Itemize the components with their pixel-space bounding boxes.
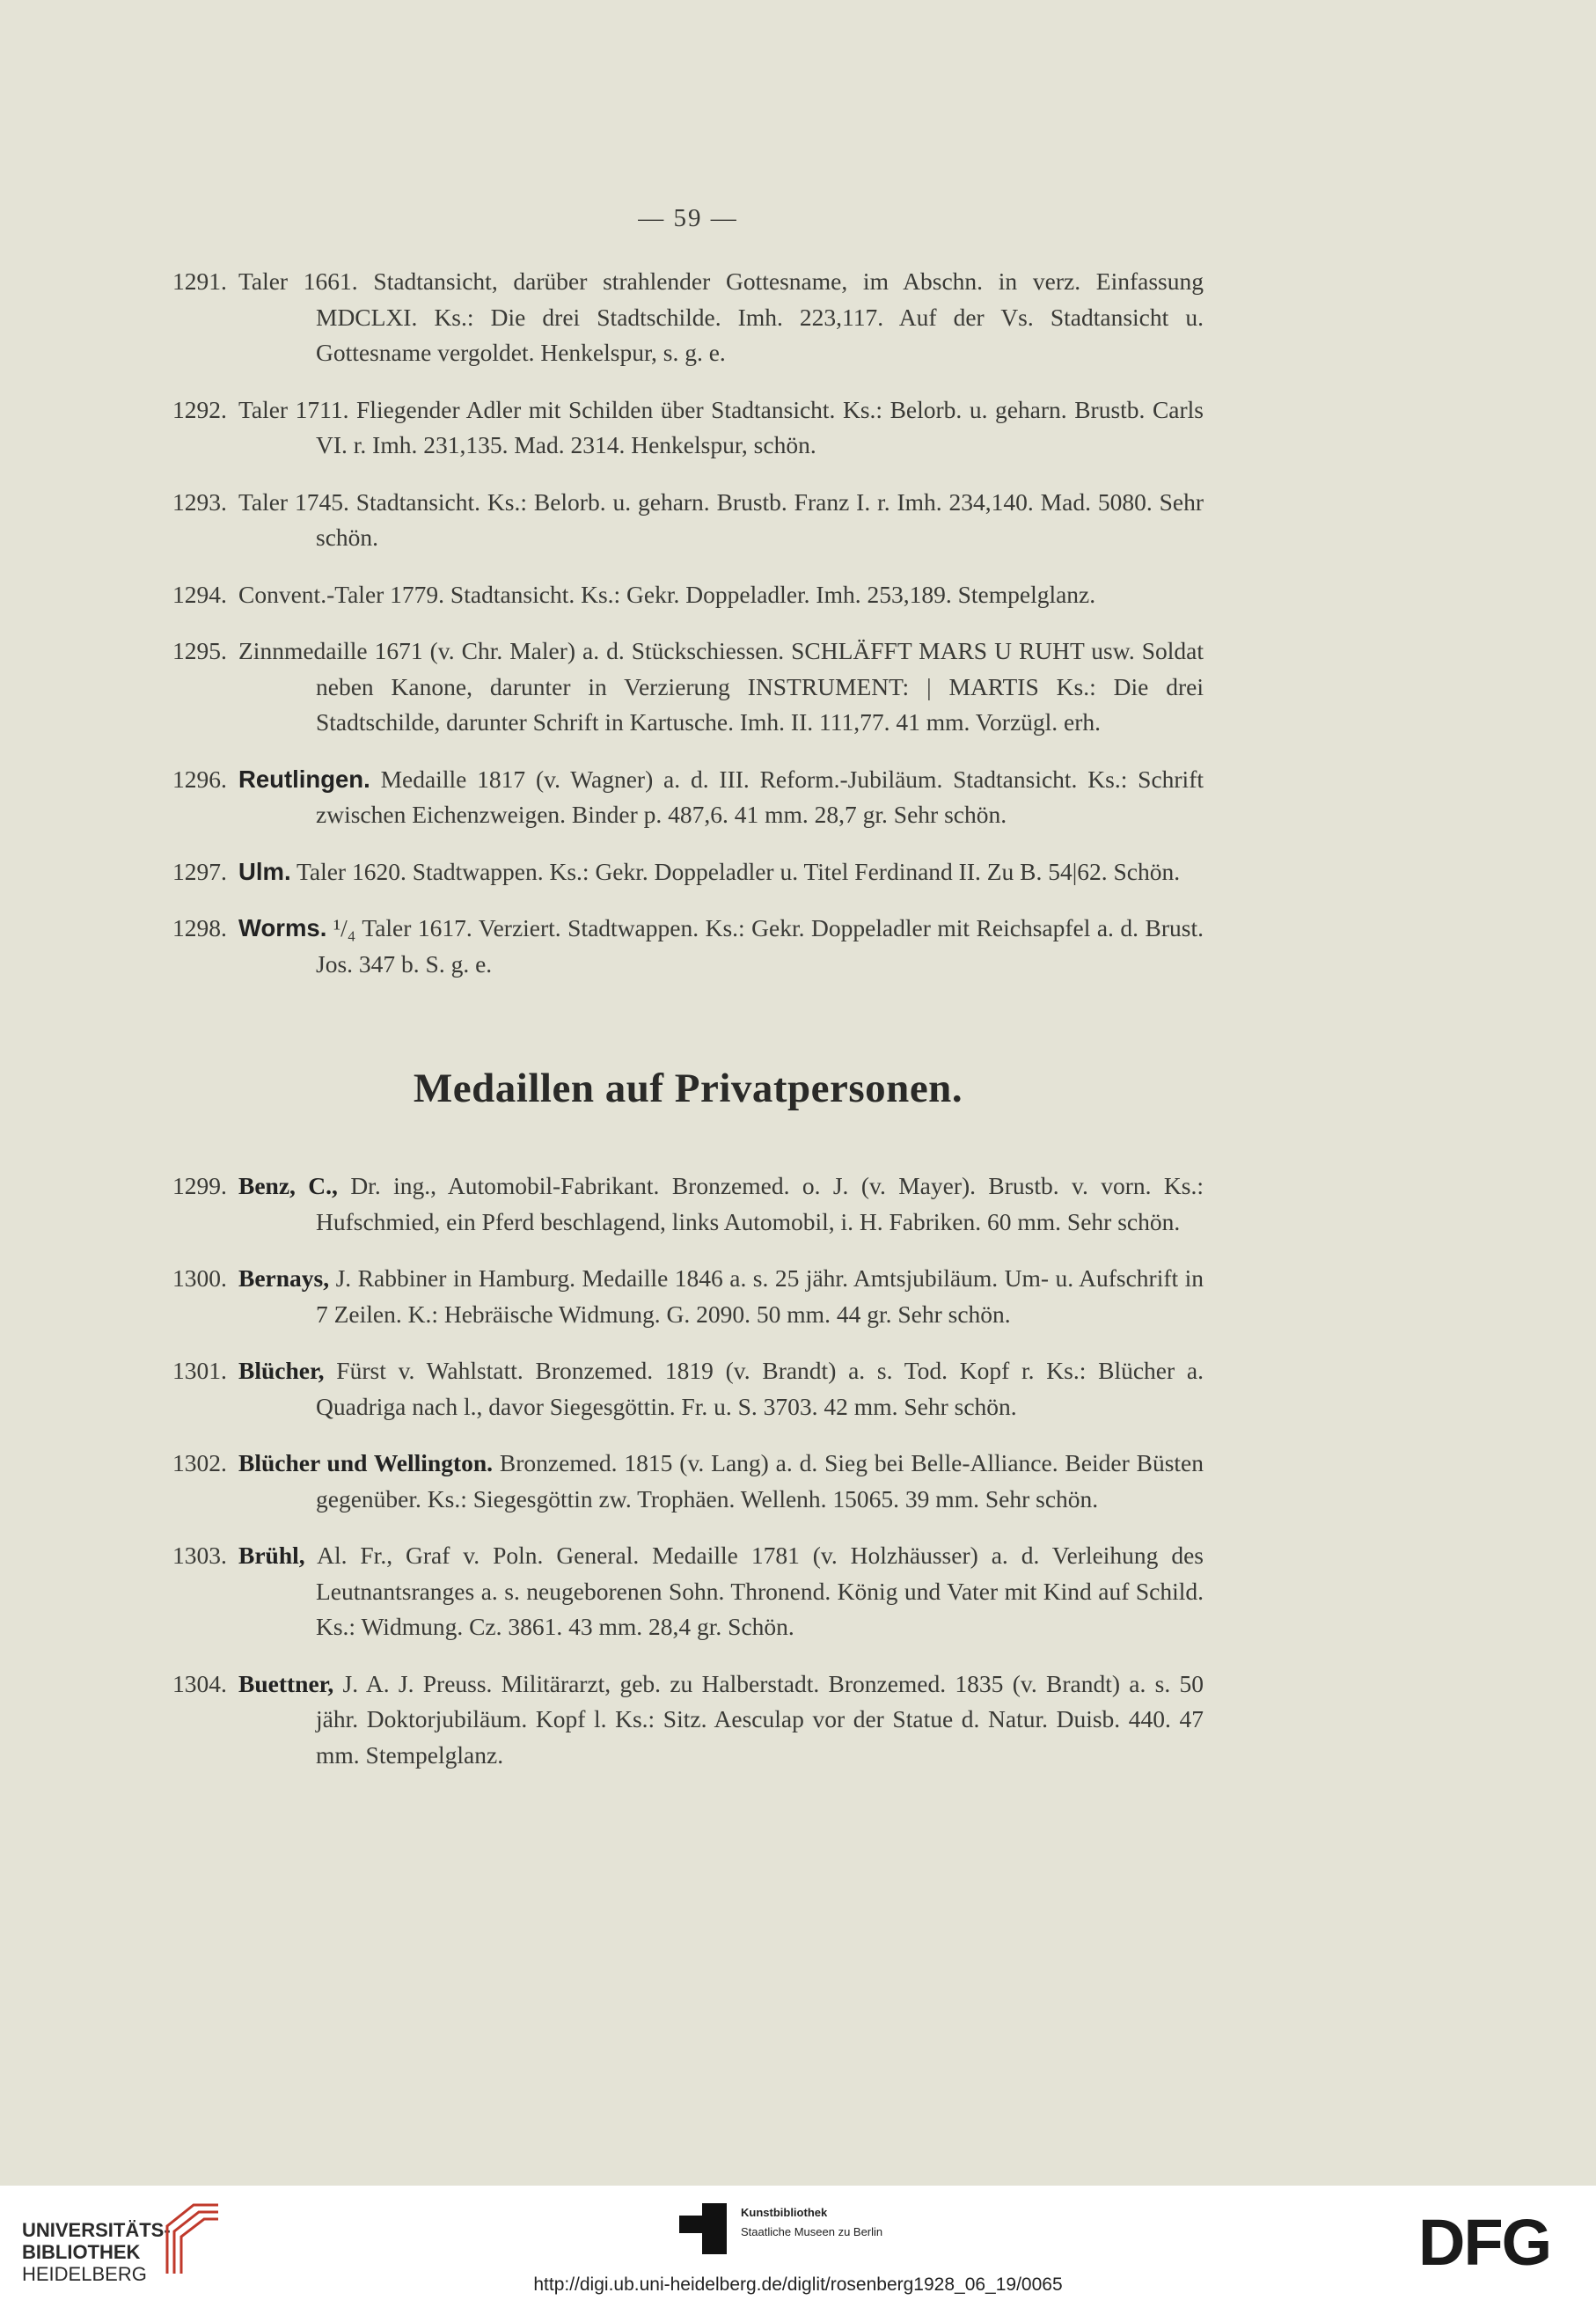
entry-text: Medaille 1817 (v. Wagner) a. d. III. Reform.-Jubiläum. Stadtansicht. Ks.: Schrift zwischen Eichenzweigen. Binder p. 487,6. 41 mm. 28,7 gr. Sehr schön.: [316, 765, 1204, 828]
footer-bar: [0, 2186, 1596, 2300]
catalog-entry: [172, 762, 1204, 833]
entry-number: 1300.: [172, 1264, 227, 1292]
entry-number: 1291.: [172, 267, 227, 295]
entry-number: 1302.: [172, 1449, 227, 1476]
entry-text: J. Rabbiner in Hamburg. Medaille 1846 a. s. 25 jähr. Amtsjubiläum. Um- u. Aufschrift in 7 Zeilen. K.: Hebräische Widmung. G. 2090. 50 mm. 44 gr. Sehr schön.: [316, 1264, 1204, 1328]
entry-text: Taler 1620. Stadtwappen. Ks.: Gekr. Doppeladler u. Titel Ferdinand II. Zu B. 54|62. Schön.: [296, 857, 1181, 885]
ub-line: UNIVERSITÄTS-: [22, 2219, 171, 2241]
entry-text: Fürst v. Wahlstatt. Bronzemed. 1819 (v. Brandt) a. s. Tod. Kopf r. Ks.: Blücher a. Quadriga nach l., davor Siegesgöttin. Fr. u. S. 3703. 42 mm. Sehr schön.: [316, 1357, 1204, 1420]
entry-number: 1298.: [172, 914, 227, 941]
entry-keyword: Bernays,: [238, 1264, 330, 1292]
entry-text: Taler 1711. Fliegender Adler mit Schilden über Stadtansicht. Ks.: Belorb. u. geharn. Brustb. Carls VI. r. Imh. 231,135. Mad. 2314. Henkelspur, schön.: [238, 395, 1204, 458]
catalog-entry: [172, 1666, 1204, 1774]
entry-number: 1296.: [172, 765, 227, 793]
catalog-entry: [172, 1538, 1204, 1645]
catalog-entry: [172, 1446, 1204, 1517]
entry-keyword: Blücher und Wellington.: [238, 1449, 494, 1476]
entry-text: Taler 1745. Stadtansicht. Ks.: Belorb. u. geharn. Brustb. Franz I. r. Imh. 234,140. Mad. 5080. Sehr schön.: [238, 487, 1204, 551]
kunstbibliothek-wordmark[interactable]: [741, 2203, 882, 2242]
entry-number: 1301.: [172, 1357, 227, 1384]
catalog-entry: [172, 1168, 1204, 1240]
entry-text: Zinnmedaille 1671 (v. Chr. Maler) a. d. Stückschiessen. SCHLÄFFT MARS U RUHT usw. Soldat neben Kanone, darunter in Verzierung INSTRUMENT: | MARTIS Ks.: Die drei Stadtschilde, darunter Schrift in Kartusche. Imh. II. 111,77. 41 mm. Vorzügl. erh.: [238, 637, 1204, 736]
entry-number: 1299.: [172, 1172, 227, 1199]
entry-text: J. A. J. Preuss. Militärarzt, geb. zu Halberstadt. Bronzemed. 1835 (v. Brandt) a. s. 50 jähr. Doktorjubiläum. Kopf l. Ks.: Sitz. Aesculap vor der Statue d. Natur. Duisb. 440. 47 mm. Stempelglanz.: [316, 1669, 1204, 1769]
ub-line: HEIDELBERG: [22, 2263, 147, 2285]
entry-number: 1293.: [172, 487, 227, 516]
permalink-url[interactable]: http://digi.ub.uni-heidelberg.de/diglit/rosenberg1928_06_19/0065: [533, 2274, 1063, 2295]
entry-text: Al. Fr., Graf v. Poln. General. Medaille 1781 (v. Holzhäusser) a. d. Verleihung des Leutnantsranges a. s. neugeborenen Sohn. Thronend. König und Vater mit Kind auf Schild. Ks.: Widmung. Cz. 3861. 43 mm. 28,4 gr. Schön.: [316, 1542, 1204, 1640]
entry-keyword: Reutlingen.: [238, 765, 370, 793]
entry-text: Dr. ing., Automobil-Fabrikant. Bronzemed. o. J. (v. Mayer). Brustb. v. vorn. Ks.: Hufschmied, ein Pferd beschlagend, links Automobil, i. H. Fabriken. 60 mm. Sehr schön.: [316, 1172, 1204, 1235]
ub-line: BIBLIOTHEK: [22, 2241, 141, 2263]
catalog-entry: [172, 911, 1204, 982]
entry-number: 1297.: [172, 857, 227, 885]
entry-number: 1292.: [172, 395, 227, 423]
entry-keyword: Benz, C.,: [238, 1172, 338, 1199]
entry-keyword: Buettner,: [238, 1669, 334, 1697]
entry-text: ¹/₄ Taler 1617. Verziert. Stadtwappen. Ks.: Gekr. Doppeladler mit Reichsapfel a. d. Brust. Jos. 347 b. S. g. e.: [316, 914, 1204, 978]
entry-text: Taler 1661. Stadtansicht, darüber strahlender Gottesname, im Abschn. in verz. Einfassung MDCLXI. Ks.: Die drei Stadtschilde. Imh. 223,117. Auf der Vs. Stadtansicht u. Gottesname vergoldet. Henkelspur, s. g. e.: [238, 267, 1204, 366]
ub-heidelberg-logo-icon[interactable]: [158, 2198, 223, 2277]
entry-text: Convent.-Taler 1779. Stadtansicht. Ks.: Gekr. Doppeladler. Imh. 253,189. Stempelglanz.: [238, 580, 1096, 608]
catalog-entry: [172, 577, 1204, 613]
kb-line: Staatliche Museen zu Berlin: [741, 2225, 883, 2238]
entry-keyword: Blücher,: [238, 1357, 325, 1384]
catalog-entry: [172, 264, 1204, 371]
catalog-entry: [172, 854, 1204, 890]
entry-text: Bronzemed. 1815 (v. Lang) a. d. Sieg bei Belle-Alliance. Beider Büsten gegenüber. Ks.: Siegesgöttin zw. Trophäen. Wellenh. 15065. 39 mm. Sehr schön.: [316, 1449, 1204, 1513]
page-number: — 59 —: [638, 204, 738, 232]
entry-keyword: Brühl,: [238, 1542, 305, 1569]
catalog-entry: [172, 634, 1204, 741]
entry-number: 1304.: [172, 1669, 227, 1697]
entry-keyword: Worms.: [238, 914, 327, 941]
entry-number: 1303.: [172, 1542, 227, 1569]
dfg-logo[interactable]: DFG: [1418, 2206, 1551, 2279]
entries-bottom: [172, 1168, 1204, 1794]
kb-line: Kunstbibliothek: [741, 2206, 828, 2219]
entry-number: 1295.: [172, 637, 227, 664]
section-title: Medaillen auf Privatpersonen.: [413, 1066, 963, 1111]
entries-top: [172, 264, 1204, 1003]
catalog-entry: [172, 392, 1204, 464]
kunstbibliothek-logo-icon[interactable]: [679, 2203, 732, 2256]
entry-keyword: Ulm.: [238, 857, 291, 885]
catalog-entry: [172, 1261, 1204, 1332]
catalog-entry: [172, 1353, 1204, 1425]
catalog-entry: [172, 485, 1204, 556]
entry-number: 1294.: [172, 580, 227, 608]
